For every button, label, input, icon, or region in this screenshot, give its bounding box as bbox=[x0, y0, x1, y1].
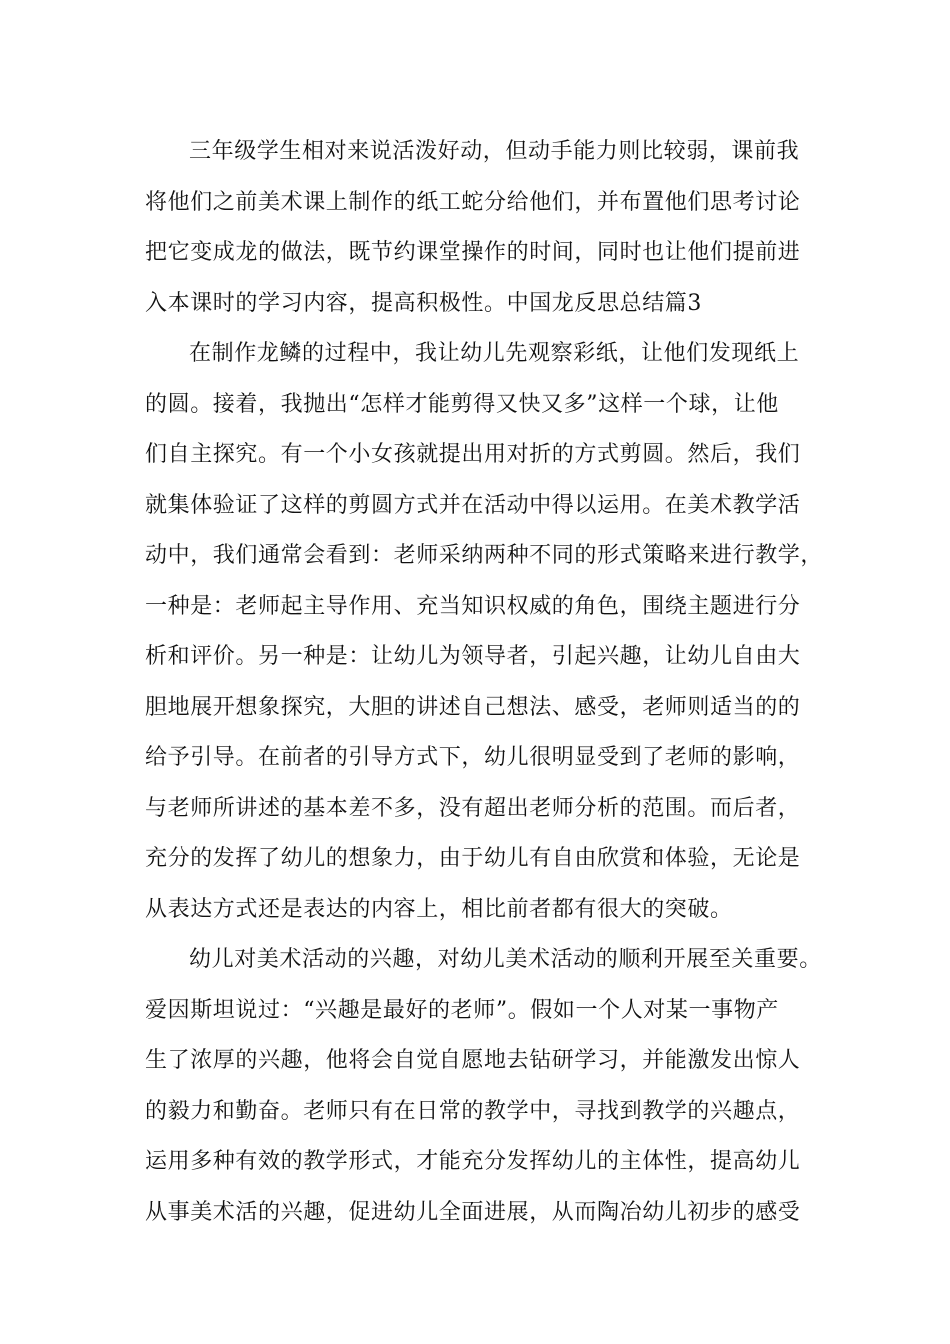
text-line: 幼儿对美术活动的兴趣，对幼儿美术活动的顺利开展至关重要。 bbox=[189, 947, 822, 972]
text-line: 从事美术活的兴趣，促进幼儿全面进展，从而陶冶幼儿初步的感受 bbox=[145, 1199, 801, 1225]
document-body bbox=[145, 127, 825, 1238]
text-line: 爱因斯坦说过：“兴趣是最好的老师”。假如一个人对某一事物产 bbox=[145, 997, 779, 1023]
text-line: 析和评价。另一种是：让幼儿为领导者，引起兴趣，让幼儿自由大 bbox=[145, 644, 801, 669]
text-line: 在制作龙鳞的过程中，我让幼儿先观察彩纸，让他们发现纸上 bbox=[189, 341, 800, 366]
text-line: 一种是：老师起主导作用、充当知识权威的角色，围绕主题进行分 bbox=[145, 593, 801, 619]
paragraph-1 bbox=[145, 127, 825, 329]
paragraph-3 bbox=[145, 935, 825, 1238]
text-line: 三年级学生相对来说活泼好动，但动手能力则比较弱，课前我 bbox=[189, 139, 800, 164]
text-line: 给予引导。在前者的引导方式下，幼儿很明显受到了老师的影响， bbox=[145, 745, 801, 770]
text-line: 把它变成龙的做法，既节约课堂操作的时间，同时也让他们提前进 bbox=[145, 240, 801, 265]
text-line: 充分的发挥了幼儿的想象力，由于幼儿有自由欣赏和体验，无论是 bbox=[145, 846, 801, 871]
text-line: 们自主探究。有一个小女孩就提出用对折的方式剪圆。然后，我们 bbox=[145, 442, 801, 467]
text-line: 胆地展开想象探究，大胆的讲述自己想法、感受，老师则适当的的 bbox=[145, 694, 801, 720]
text-line: 的圆。接着，我抛出“怎样才能剪得又快又多”这样一个球，让他 bbox=[145, 391, 779, 417]
text-line: 动中，我们通常会看到：老师采纳两种不同的形式策略来进行教学， bbox=[145, 543, 824, 568]
text-line: 从表达方式还是表达的内容上，相比前者都有很大的突破。 bbox=[145, 896, 733, 922]
text-line: 就集体验证了这样的剪圆方式并在活动中得以运用。在美术教学活 bbox=[145, 492, 801, 518]
text-line: 生了浓厚的兴趣，他将会自觉自愿地去钻研学习，并能激发出惊人 bbox=[145, 1048, 801, 1073]
text-line: 与老师所讲述的基本差不多，没有超出老师分析的范围。而后者， bbox=[145, 795, 801, 821]
paragraph-2 bbox=[145, 329, 825, 935]
text-line: 运用多种有效的教学形式，才能充分发挥幼儿的主体性，提高幼儿 bbox=[145, 1149, 801, 1174]
text-line: 的毅力和勤奋。老师只有在日常的教学中，寻找到教学的兴趣点， bbox=[145, 1098, 801, 1124]
text-line: 入本课时的学习内容，提高积极性。中国龙反思总结篇3 bbox=[145, 290, 702, 316]
text-line: 将他们之前美术课上制作的纸工蛇分给他们，并布置他们思考讨论 bbox=[145, 189, 801, 215]
